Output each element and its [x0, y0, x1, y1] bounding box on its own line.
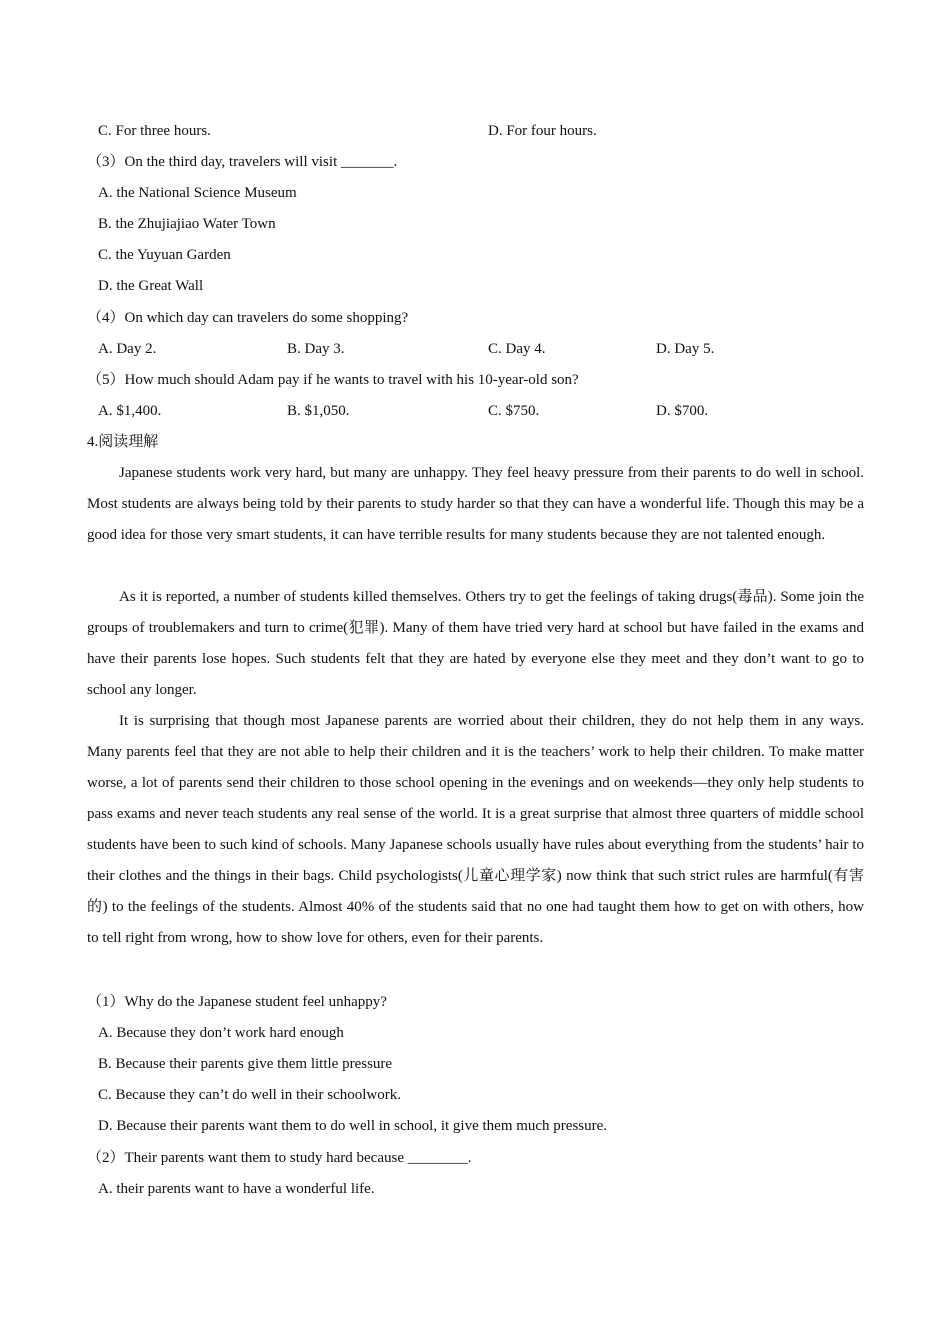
reading-question-1-stem: （1）Why do the Japanese student feel unhappy?: [87, 994, 387, 1010]
question-3-option-b: B. the Zhujiajiao Water Town: [98, 216, 276, 232]
question-4-stem: （4）On which day can travelers do some shopping?: [87, 310, 409, 326]
reading-question-2-stem: （2）Their parents want them to study hard because ________.: [87, 1150, 472, 1166]
reading-question-1-option-d: D. Because their parents want them to do well in school, it give them much pressure.: [98, 1118, 608, 1134]
reading-question-2-option-a: A. their parents want to have a wonderful life.: [98, 1181, 375, 1197]
reading-question-1-option-c: C. Because they can’t do well in their schoolwork.: [98, 1087, 401, 1103]
passage-paragraph-1: Japanese students work very hard, but many are unhappy. They feel heavy pressure from their parents to do well in school. Most students are always being told by their parents to study harder so that they can have a wonderful life. Though this may be a good idea for those very smart students, it can have terrible results for many students because they are not talented enough.: [87, 465, 864, 543]
reading-question-1-option-a: A. Because they don’t work hard enough: [98, 1025, 344, 1041]
question-5-option-d: D. $700.: [656, 403, 709, 419]
question-3-option-c: C. the Yuyuan Garden: [98, 247, 231, 263]
question-4-option-a: A. Day 2.: [98, 341, 157, 357]
reading-question-1-option-b: B. Because their parents give them little pressure: [98, 1056, 393, 1072]
passage-paragraph-3: It is surprising that though most Japanese parents are worried about their children, they do not help them in any ways. Many parents feel that they are not able to help their children and it is the teachers’ work to help their children. To make matter worse, a lot of parents send their children to those school opening in the evenings and on weekends—they only help students to pass exams and never teach students any real sense of the world. It is a great surprise that almost three quarters of middle school students have been to such kind of schools. Many Japanese schools usually have rules about everything from the students’ hair to their clothes and the things in their bags. Child psychologists(儿童心理学家) now think that such strict rules are harmful(有害的) to the feelings of the students. Almost 40% of the students said that no one had taught them how to get on with others, how to tell right from wrong, how to show love for others, even for their parents.: [87, 713, 864, 946]
question-3-option-d: D. the Great Wall: [98, 278, 204, 294]
passage-paragraph-2: As it is reported, a number of students killed themselves. Others try to get the feelings of taking drugs(毒品). Some join the groups of troublemakers and turn to crime(犯罪). Many of them have tried very hard at school but have failed in the exams and have their parents lose hopes. Such students felt that they are hated by everyone else they meet and they don’t want to go to school any longer.: [87, 589, 864, 698]
question-4-option-c: C. Day 4.: [488, 341, 546, 357]
question-4-option-d: D. Day 5.: [656, 341, 715, 357]
section-heading: 4.阅读理解: [87, 434, 159, 450]
question-5-option-b: B. $1,050.: [287, 403, 350, 419]
prev-question-option-d: D. For four hours.: [488, 123, 597, 139]
prev-question-option-c: C. For three hours.: [98, 123, 211, 139]
question-3-stem: （3）On the third day, travelers will visit _______.: [87, 154, 398, 170]
question-5-stem: （5）How much should Adam pay if he wants to travel with his 10-year-old son?: [87, 372, 579, 388]
question-4-option-b: B. Day 3.: [287, 341, 345, 357]
question-5-option-c: C. $750.: [488, 403, 540, 419]
question-5-option-a: A. $1,400.: [98, 403, 162, 419]
question-3-option-a: A. the National Science Museum: [98, 185, 297, 201]
